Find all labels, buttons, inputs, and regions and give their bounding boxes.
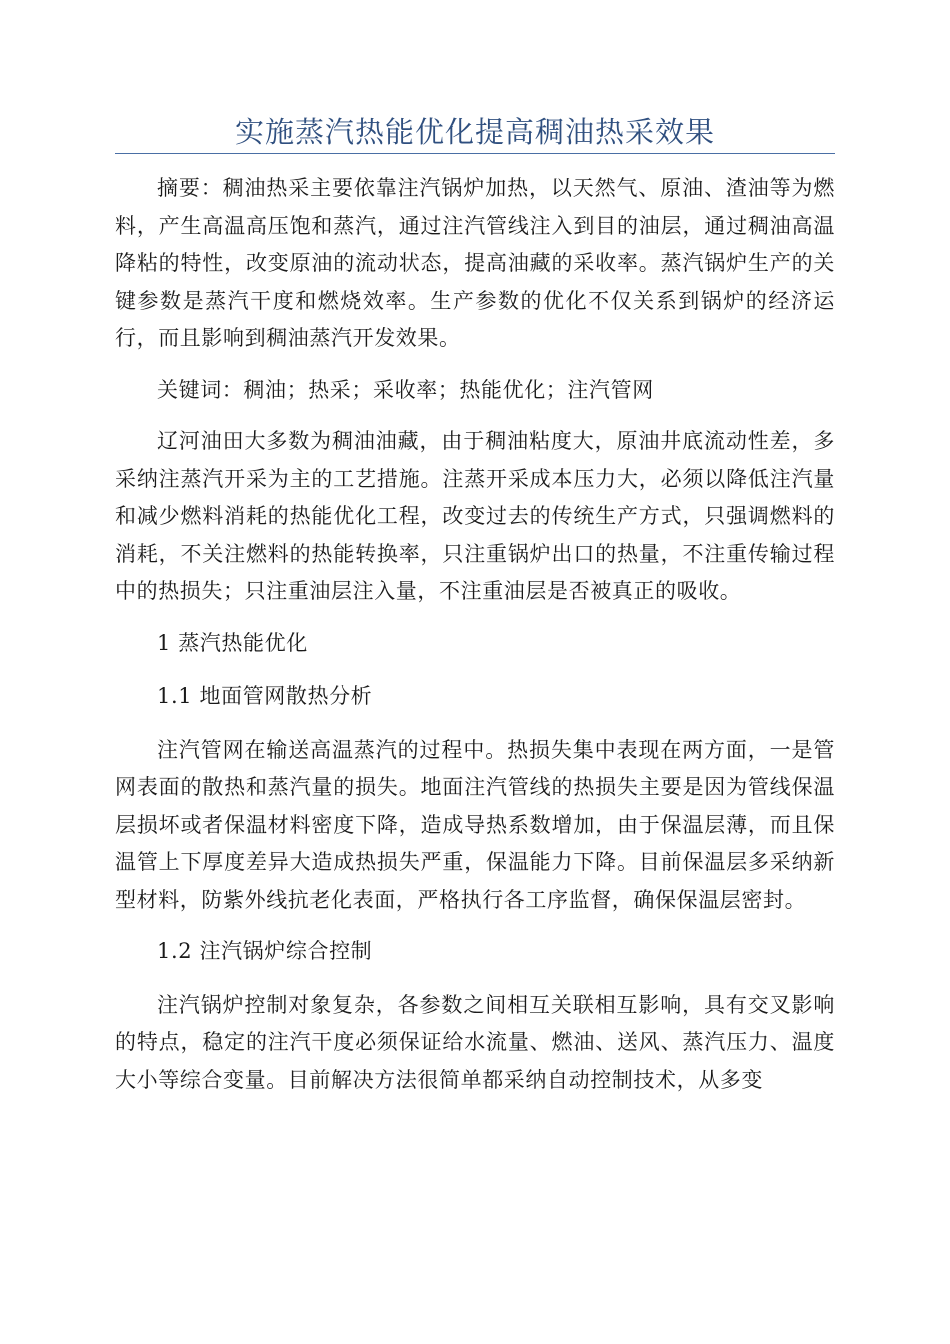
section-1-1-paragraph: 注汽管网在输送高温蒸汽的过程中。热损失集中表现在两方面，一是管网表面的散热和蒸汽量的损失。地面注汽管线的热损失主要是因为管线保温层损坏或者保温材料密度下降，造成导热系数增加，由于保温层薄，而且保温管上下厚度差异大造成热损失严重，保温能力下降。目前保温层多采纳新型材料，防紫外线抗老化表面，严格执行各工序监督，确保保温层密封。	[115, 737, 835, 912]
intro-paragraph: 辽河油田大多数为稠油油藏，由于稠油粘度大，原油井底流动性差，多采纳注蒸汽开采为主的工艺措施。注蒸开采成本压力大，必须以降低注汽量和减少燃料消耗的热能优化工程，改变过去的传统生产方式，只强调燃料的消耗，不关注燃料的热能转换率，只注重锅炉出口的热量，不注重传输过程中的热损失；只注重油层注入量，不注重油层是否被真正的吸收。	[115, 429, 835, 603]
abstract-paragraph: 摘要：稠油热采主要依靠注汽锅炉加热，以天然气、原油、渣油等为燃料，产生高温高压饱和蒸汽，通过注汽管线注入到目的油层，通过稠油高温降粘的特性，改变原油的流动状态，提高油藏的采收率。蒸汽锅炉生产的关键参数是蒸汽干度和燃烧效率。生产参数的优化不仅关系到锅炉的经济运行，而且影响到稠油蒸汽开发效果。	[115, 176, 835, 350]
section-1-heading: 1 蒸汽热能优化	[157, 630, 308, 655]
section-1-2-heading: 1.2 注汽锅炉综合控制	[157, 939, 373, 963]
section-1-2-paragraph: 注汽锅炉控制对象复杂，各参数之间相互关联相互影响，具有交叉影响的特点，稳定的注汽干度必须保证给水流量、燃油、送风、蒸汽压力、温度大小等综合变量。目前解决方法很简单都采纳自动控制技术，从多变	[115, 992, 835, 1092]
keywords-paragraph: 关键词：稠油；热采；采收率；热能优化；注汽管网	[157, 377, 654, 402]
section-1-1-heading: 1.1 地面管网散热分析	[157, 684, 373, 708]
title-underline	[115, 153, 835, 154]
document-title: 实施蒸汽热能优化提高稠油热采效果	[234, 115, 715, 149]
document-body	[115, 170, 835, 1113]
